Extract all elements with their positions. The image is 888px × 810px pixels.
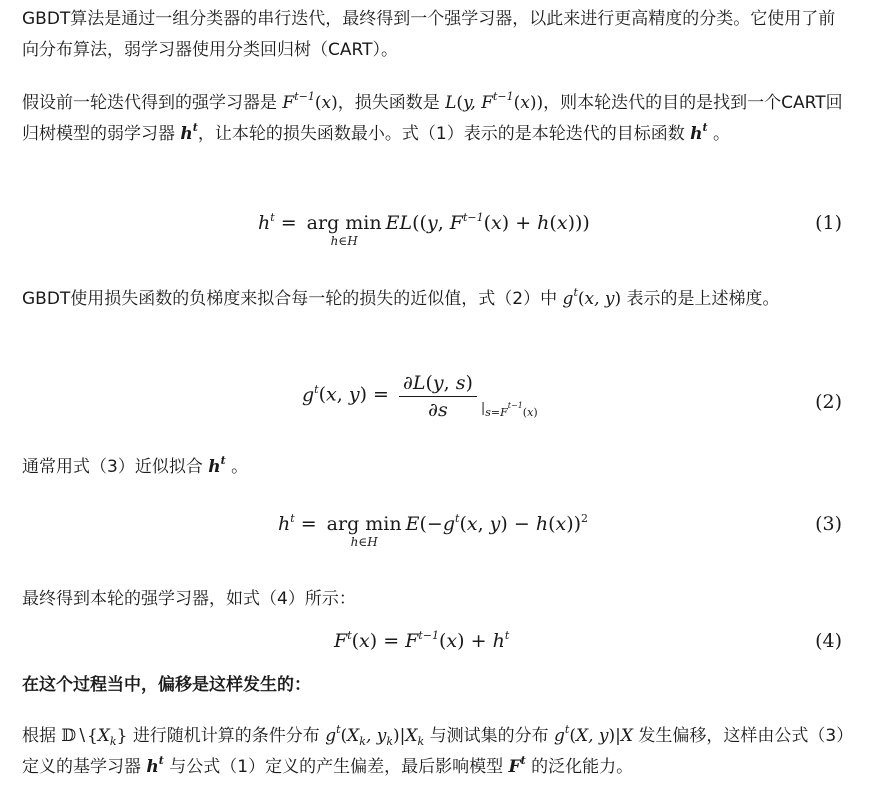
math-loss-function: L(y, $F^{t-1}(x)$): [445, 90, 544, 113]
paragraph-assumption: [22, 88, 852, 150]
paragraph-final-learner: [22, 584, 852, 615]
equation-2-number: (2): [815, 391, 842, 413]
text-segment: 在这个过程当中，偏移是这样发生的：: [22, 675, 311, 695]
math-model: $F^t$: [508, 754, 526, 777]
math-conditional-dist: $g^t(X_k$, $y_k)|X_k$: [325, 723, 425, 748]
math-weak-learner: $h^t$: [208, 454, 226, 477]
text-segment: 表示的是上述梯度。: [626, 289, 780, 309]
paragraph-intro-text: GBDT算法是通过一组分类器的串行迭代，最终得到一个强学习器，以此来进行更高精度的分类。它使用了前向分布算法，弱学习器使用分类回归树（CART）。: [22, 9, 836, 60]
text-segment: GBDT使用损失函数的负梯度来拟合每一轮的损失的近似值，式（2）中: [22, 289, 558, 309]
math-strong-learner-prev: $F^{t-1}(x)$: [282, 90, 338, 113]
equation-2-body: $g^t(x$, y) = $\frac{\partial L(y, s)}{\partial s}$ $_{|_{s=F^{t-1}(x)}}$: [302, 372, 538, 419]
math-gradient: $g^t(x$, y): [562, 286, 622, 309]
text-segment: 与公式（1）定义的产生偏差，最后影响模型: [169, 757, 504, 777]
math-weak-learner: $h^t$: [690, 121, 708, 144]
text-segment: 根据: [22, 726, 56, 746]
gradient-fraction: $\frac{\partial L(y, s)}{\partial s}$: [399, 372, 477, 417]
text-segment: 假设前一轮迭代得到的强学习器是: [22, 93, 277, 113]
argmin-operator: arg min h∈H: [326, 513, 402, 549]
text-segment: 。: [712, 124, 730, 144]
equation-3-body: $h^t$ = arg min h∈H $E(-g^t(x$, y) − h(x))$^2$: [278, 512, 589, 549]
text-segment: ，让本轮的损失函数最小。式（1）表示的是本轮迭代的目标函数: [197, 124, 685, 144]
text-segment: 。: [231, 457, 249, 477]
text-segment: 与测试集的分布: [429, 726, 549, 746]
text-segment: 的泛化能力。: [531, 757, 634, 777]
paragraph-gradient: [22, 284, 852, 315]
paragraph-intro: [22, 4, 852, 66]
math-weak-learner: $h^t$: [180, 121, 198, 144]
section-heading: [22, 670, 852, 701]
equation-1-body: $h^t$ = arg min h∈H EL((y, $F^{t-1}(x) + h(x)$)): [258, 211, 590, 248]
text-segment: ，则本轮迭代的目的是找到一个CART回归树模型的弱学习器: [22, 93, 843, 144]
equation-3-number: (3): [815, 513, 842, 535]
text-segment: 最终得到本轮的强学习器，如式（4）所示：: [22, 589, 356, 609]
text-segment: 进行随机计算的条件分布: [132, 726, 320, 746]
math-test-dist: $g^t(X$, y)|X: [554, 723, 633, 746]
text-segment: 通常用式（3）近似拟合: [22, 457, 203, 477]
equation-4-number: (4): [815, 630, 842, 652]
argmin-operator: arg min h∈H: [306, 212, 382, 248]
text-segment: 发生偏移，这样由公式（3）定义的基学习器: [22, 726, 845, 777]
math-dataset-minus-xk: $𝔻∖\{X_k\}$: [61, 726, 128, 748]
equation-4-body: $F^t(x) = F^{t-1}(x) + h^t$: [334, 629, 510, 652]
paragraph-approx: [22, 452, 852, 483]
equation-1-number: (1): [815, 212, 842, 234]
paragraph-shift: [22, 721, 852, 783]
math-weak-learner: $h^t$: [146, 754, 164, 777]
text-segment: ，损失函数是: [337, 93, 440, 113]
